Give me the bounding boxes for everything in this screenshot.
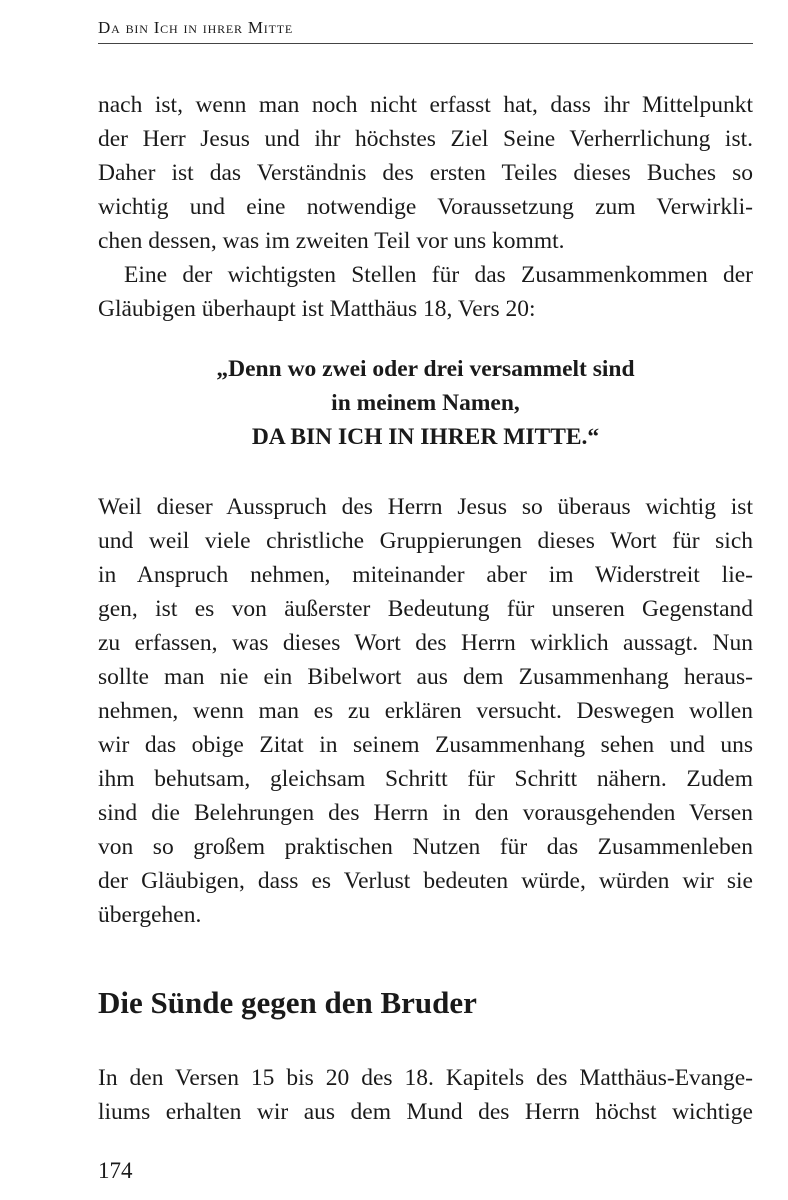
text-line: zu erfassen, was dieses Wort des Herrn wirklich aussagt. Nun bbox=[98, 630, 753, 656]
paragraph-explanation bbox=[98, 490, 753, 932]
text-line: der Gläubigen, dass es Verlust bedeuten würde, würden wir sie bbox=[98, 868, 753, 894]
text-line: nach ist, wenn man noch nicht erfasst hat, dass ihr Mittelpunkt bbox=[98, 92, 753, 118]
text-line: sind die Belehrungen des Herrn in den vorausgehenden Versen bbox=[98, 800, 753, 826]
text-line: In den Versen 15 bis 20 des 18. Kapitels des Matthäus-Evange- bbox=[98, 1065, 753, 1091]
quote-line: DA BIN ICH IN IHRER MITTE.“ bbox=[251, 424, 600, 450]
paragraph-continuation bbox=[98, 88, 753, 258]
quote-line: in meinem Namen, bbox=[331, 390, 520, 416]
text-line: und weil viele christliche Gruppierungen dieses Wort für sich bbox=[98, 528, 753, 554]
text-line: in Anspruch nehmen, miteinander aber im Widerstreit lie- bbox=[98, 562, 753, 588]
bible-quote bbox=[98, 352, 753, 454]
text-line: nehmen, wenn man es zu erklären versucht. Deswegen wollen bbox=[98, 698, 753, 724]
text-line: wir das obige Zitat in seinem Zusammenhang sehen und uns bbox=[98, 732, 753, 758]
section-heading: Die Sünde gegen den Bruder bbox=[98, 985, 477, 1020]
page-number: 174 bbox=[98, 1158, 133, 1183]
quote-line: „Denn wo zwei oder drei versammelt sind bbox=[216, 356, 635, 382]
text-line: gen, ist es von äußerster Bedeutung für unseren Gegenstand bbox=[98, 596, 753, 622]
text-line: übergehen. bbox=[98, 902, 202, 928]
text-line: Daher ist das Verständnis des ersten Teiles dieses Buches so bbox=[98, 160, 753, 186]
running-head bbox=[98, 14, 753, 44]
text-line: liums erhalten wir aus dem Mund des Herrn höchst wichtige bbox=[98, 1099, 753, 1125]
text-line: Eine der wichtigsten Stellen für das Zusammenkommen der bbox=[124, 262, 753, 288]
text-line: von so großem praktischen Nutzen für das Zusammenleben bbox=[98, 834, 753, 860]
text-line: ihm behutsam, gleichsam Schritt für Schritt nähern. Zudem bbox=[98, 766, 753, 792]
paragraph-intro-quote bbox=[98, 258, 753, 326]
text-line: wichtig und eine notwendige Voraussetzung zum Verwirkli- bbox=[98, 194, 753, 220]
text-line: sollte man nie ein Bibelwort aus dem Zusammenhang heraus- bbox=[98, 664, 753, 690]
paragraph-section-start bbox=[98, 1061, 753, 1129]
text-line: der Herr Jesus und ihr höchstes Ziel Seine Verherrlichung ist. bbox=[98, 126, 753, 152]
text-line: Gläubigen überhaupt ist Matthäus 18, Vers 20: bbox=[98, 296, 536, 322]
running-head-title: Da bin Ich in ihrer Mitte bbox=[98, 18, 293, 37]
text-line: Weil dieser Ausspruch des Herrn Jesus so überaus wichtig ist bbox=[98, 494, 753, 520]
text-line: chen dessen, was im zweiten Teil vor uns kommt. bbox=[98, 228, 565, 254]
